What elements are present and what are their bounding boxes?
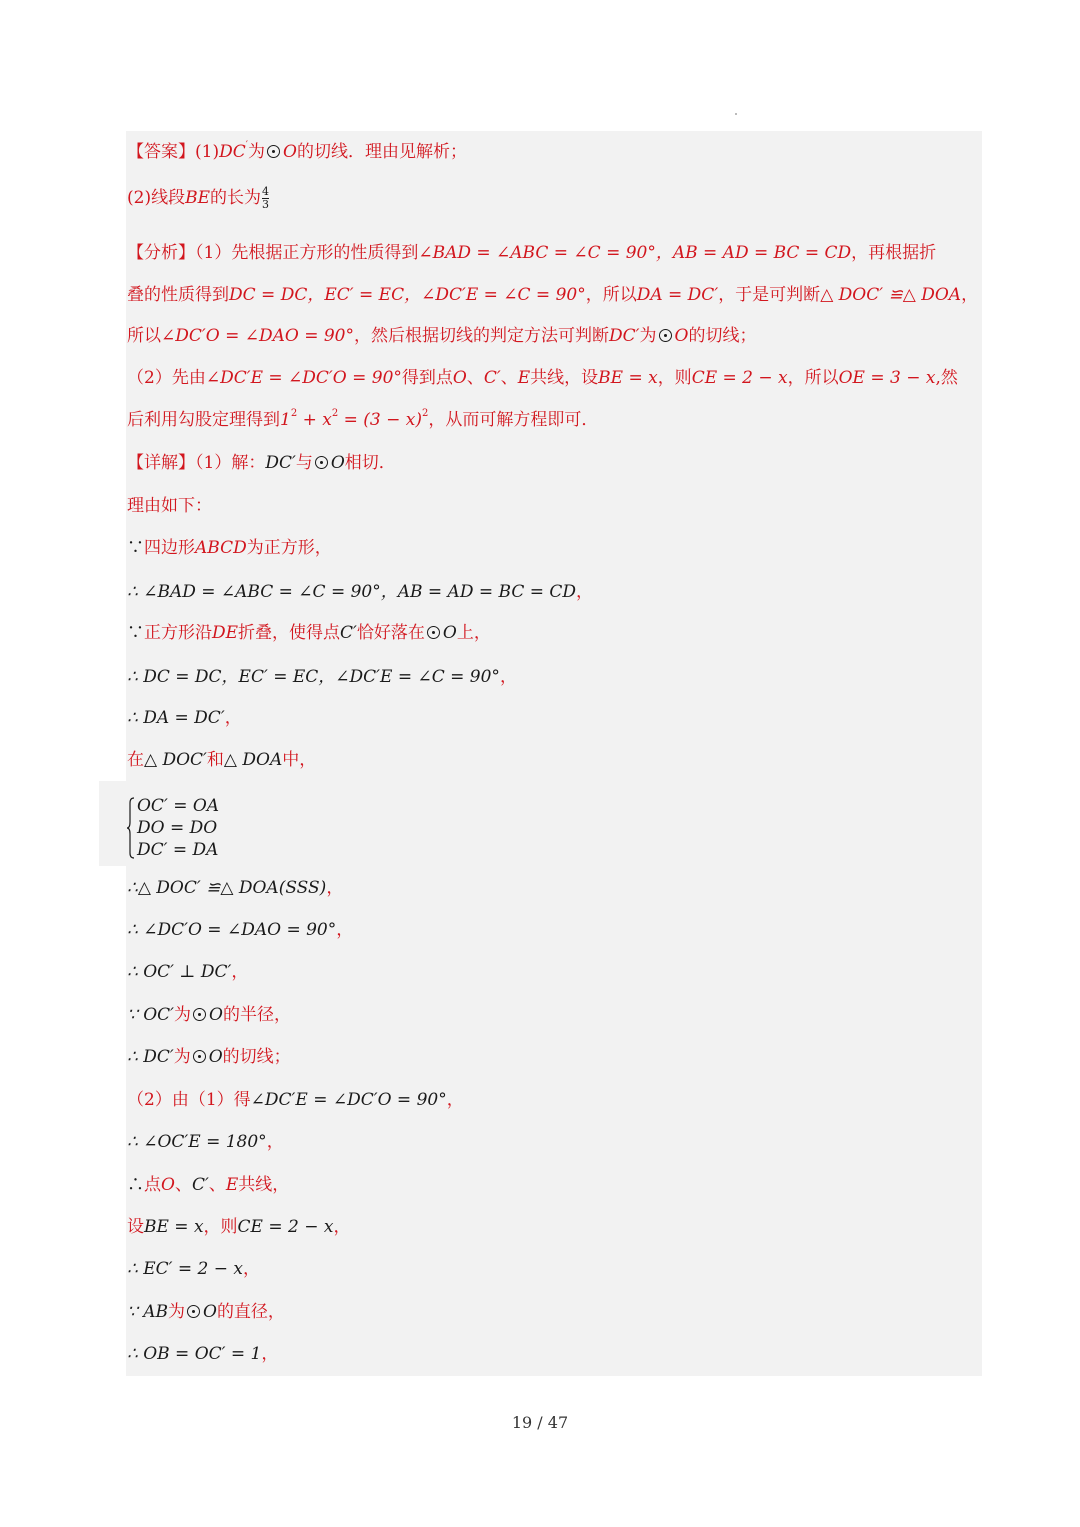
detail-line-18: ∴ EC′ = 2 − x， — [127, 1259, 261, 1279]
analysis-line-1: 【分析】（1）先根据正方形的性质得到∠BAD = ∠ABC = ∠C = 90°，AB = AD = BC = CD，再根据折 — [127, 243, 937, 263]
analysis-line-4: （2）先由∠DC′E = ∠DC′O = 90°得到点O、C′、E共线，设BE = x，则CE = 2 − x，所以OE = 3 − x,然 — [127, 368, 958, 388]
page-number: 19 / 47 — [511, 1413, 569, 1432]
detail-line-6: ∴ DC = DC，EC′ = EC，∠DC′E = ∠C = 90°， — [127, 667, 517, 687]
detail-line-14: （2）由（1）得∠DC′E = ∠DC′O = 90°， — [127, 1090, 464, 1110]
analysis-line-3: 所以∠DC′O = ∠DAO = 90°，然后根据切线的判定方法可判断DC′为 O的切线； — [127, 326, 757, 346]
detail-line-2: 理由如下： — [127, 496, 212, 516]
detail-line-20: ∴ OB = OC′ = 1， — [127, 1344, 279, 1364]
detail-line-13: ∴ DC′为 O的切线； — [127, 1047, 291, 1067]
answer-line-2: (2)线段BE的长为 $\frac{4}{3}$ — [127, 185, 269, 211]
circle-dot-icon — [193, 1008, 206, 1021]
circle-dot-icon — [187, 1305, 200, 1318]
detail-line-12: ∵ OC′为 O的半径， — [127, 1005, 291, 1025]
scan-dot — [735, 113, 737, 115]
detail-line-8: 在△ DOC′和△ DOA中， — [127, 750, 317, 770]
circle-dot-icon — [659, 329, 672, 342]
system-row-3: DC′ = DA — [137, 840, 219, 860]
system-row-1: OC′ = OA — [137, 796, 220, 816]
equation-panel — [99, 781, 126, 866]
detail-line-9: ∴△ DOC′ ≌△ DOA(SSS)， — [127, 878, 344, 898]
detail-line-15: ∴ ∠OC′E = 180°， — [127, 1132, 284, 1152]
analysis-line-5: 后利用勾股定理得到$1^2 + x^2 = (3 - x)^2$，从而可解方程即可． — [127, 408, 599, 430]
detail-line-11: ∴ OC′ ⊥ DC′， — [127, 962, 249, 982]
circle-dot-icon — [427, 626, 440, 639]
fraction: $\frac{4}{3}$ — [262, 185, 269, 211]
detail-line-7: ∴ DA = DC′， — [127, 708, 242, 728]
answer-line-1: 【答案】(1)DC′为 O的切线．理由见解析； — [127, 140, 467, 162]
system-row-2: DO = DO — [137, 818, 218, 838]
detail-line-1: 【详解】（1）解：DC′与 O相切． — [127, 453, 396, 473]
detail-line-5: ∵正方形沿DE折叠，使得点C′恰好落在 O上， — [127, 623, 491, 643]
detail-line-16: ∴点O、C′、E共线， — [127, 1175, 290, 1195]
detail-line-10: ∴ ∠DC′O = ∠DAO = 90°， — [127, 920, 354, 940]
left-brace-icon — [127, 797, 135, 859]
detail-line-3: ∵四边形ABCD为正方形， — [127, 538, 332, 558]
circle-dot-icon — [267, 145, 280, 158]
detail-line-17: 设BE = x，则CE = 2 − x， — [127, 1217, 351, 1237]
circle-dot-icon — [315, 456, 328, 469]
analysis-line-2: 叠的性质得到DC = DC，EC′ = EC，∠DC′E = ∠C = 90°，所以DA = DC′，于是可判断△ DOC′ ≌△ DOA， — [127, 285, 979, 305]
circle-dot-icon — [193, 1050, 206, 1063]
detail-line-4: ∴ ∠BAD = ∠ABC = ∠C = 90°，AB = AD = BC = CD， — [127, 582, 594, 602]
detail-line-19: ∵ AB为 O的直径， — [127, 1302, 285, 1322]
